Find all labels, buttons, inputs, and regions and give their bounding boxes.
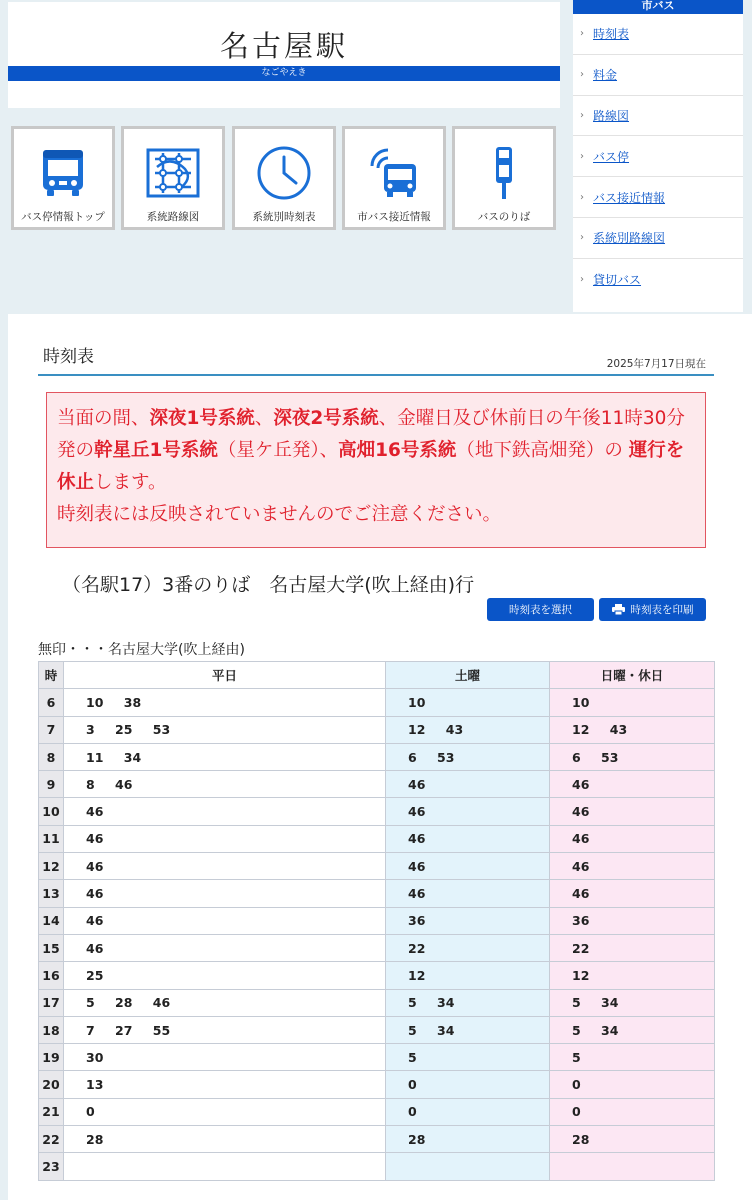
title-divider (38, 374, 714, 376)
sunday-cell: 12 (550, 962, 715, 989)
notice-bold: 運行を休止 (57, 440, 685, 493)
sunday-cell: 5 (550, 1044, 715, 1071)
notice-text: 時刻表には反映されていませんのでご注意ください。 (57, 504, 502, 525)
saturday-cell: 28 (386, 1126, 550, 1153)
bus-icon (14, 145, 112, 201)
weekday-cell: 25 (64, 962, 386, 989)
table-row (39, 798, 715, 825)
table-row (39, 907, 715, 934)
saturday-cell: 5 (386, 1044, 550, 1071)
service-notice (46, 392, 706, 548)
timetable-panel (8, 314, 752, 1200)
notice-text: します。 (94, 472, 167, 493)
weekday-cell: 46 (64, 934, 386, 961)
sunday-cell: 0 (550, 1098, 715, 1125)
table-row (39, 689, 715, 716)
tile-route-map[interactable] (121, 126, 225, 230)
saturday-cell: 46 (386, 771, 550, 798)
hour-cell: 18 (39, 1016, 64, 1043)
weekday-cell: 8 46 (64, 771, 386, 798)
hour-cell: 16 (39, 962, 64, 989)
tile-bus-stop-top[interactable] (11, 126, 115, 230)
route-title: （名駅17）3番のりば 名古屋大学(吹上経由)行 (62, 574, 475, 596)
hour-cell: 19 (39, 1044, 64, 1071)
side-item-label[interactable]: バス停 (593, 149, 630, 164)
side-item-label[interactable]: 路線図 (593, 108, 630, 123)
route-map-icon (124, 145, 222, 201)
tile-timetable[interactable] (232, 126, 336, 230)
printer-icon (612, 604, 625, 615)
weekday-cell: 0 (64, 1098, 386, 1125)
table-row (39, 825, 715, 852)
hour-cell: 22 (39, 1126, 64, 1153)
side-item-bus-stop[interactable] (573, 136, 743, 177)
table-row (39, 1016, 715, 1043)
sunday-cell: 36 (550, 907, 715, 934)
sunday-cell: 46 (550, 853, 715, 880)
saturday-cell: 36 (386, 907, 550, 934)
hour-cell: 23 (39, 1153, 64, 1180)
table-header-row (39, 662, 715, 689)
saturday-cell: 12 (386, 962, 550, 989)
table-row (39, 743, 715, 770)
saturday-cell: 46 (386, 798, 550, 825)
tile-label[interactable]: 系統別時刻表 (252, 211, 316, 223)
sunday-cell: 6 53 (550, 743, 715, 770)
sunday-cell: 46 (550, 825, 715, 852)
weekday-cell: 46 (64, 880, 386, 907)
weekday-cell: 5 28 46 (64, 989, 386, 1016)
hour-cell: 13 (39, 880, 64, 907)
print-timetable-button[interactable] (599, 598, 706, 621)
button-label: 時刻表を印刷 (630, 604, 694, 616)
notice-text: 、金曜日及び休前日の午後11時30分発の (57, 408, 685, 461)
hour-cell: 21 (39, 1098, 64, 1125)
hour-cell: 7 (39, 716, 64, 743)
tile-bus-stop[interactable] (452, 126, 556, 230)
sunday-cell: 5 34 (550, 989, 715, 1016)
timetable (38, 661, 715, 1181)
saturday-cell: 5 34 (386, 1016, 550, 1043)
table-row (39, 1071, 715, 1098)
hour-cell: 12 (39, 853, 64, 880)
weekday-cell: 46 (64, 853, 386, 880)
hour-cell: 6 (39, 689, 64, 716)
table-row (39, 853, 715, 880)
saturday-cell: 10 (386, 689, 550, 716)
side-item-label[interactable]: 系統別路線図 (593, 231, 666, 246)
page-title: 名古屋駅 (219, 29, 348, 63)
table-row (39, 934, 715, 961)
station-kana: なごやえき (8, 66, 560, 81)
saturday-cell: 46 (386, 825, 550, 852)
weekday-cell: 28 (64, 1126, 386, 1153)
notice-text: 当面の間、 (57, 408, 150, 429)
saturday-cell: 12 43 (386, 716, 550, 743)
weekday-header: 平日 (64, 662, 386, 689)
weekday-cell (64, 1153, 386, 1180)
notice-bold: 高畑16号系統 (338, 440, 457, 461)
sunday-cell: 22 (550, 934, 715, 961)
saturday-cell: 5 34 (386, 989, 550, 1016)
tile-label[interactable]: 系統路線図 (146, 211, 200, 223)
saturday-header: 土曜 (386, 662, 550, 689)
weekday-cell: 46 (64, 907, 386, 934)
notice-text: （星ケ丘発）、 (217, 440, 339, 461)
tile-label[interactable]: バスのりば (477, 211, 531, 223)
saturday-cell: 6 53 (386, 743, 550, 770)
button-label: 時刻表を選択 (509, 604, 572, 616)
side-item-label[interactable]: 時刻表 (593, 27, 630, 42)
weekday-cell: 46 (64, 825, 386, 852)
hour-cell: 20 (39, 1071, 64, 1098)
saturday-cell: 46 (386, 880, 550, 907)
side-item-label[interactable]: バス接近情報 (593, 190, 666, 205)
bus-stop-pole-icon (455, 145, 553, 201)
saturday-cell: 46 (386, 853, 550, 880)
table-row (39, 1098, 715, 1125)
chevron-right-icon: › (580, 191, 584, 203)
side-item-approach[interactable] (573, 177, 743, 218)
clock-icon (235, 145, 333, 201)
chevron-right-icon: › (580, 69, 584, 81)
notice-bold: 深夜1号系統 (149, 408, 255, 429)
hour-cell: 10 (39, 798, 64, 825)
sunday-cell: 46 (550, 771, 715, 798)
table-row (39, 989, 715, 1016)
hour-cell: 9 (39, 771, 64, 798)
weekday-cell: 3 25 53 (64, 716, 386, 743)
weekday-cell: 7 27 55 (64, 1016, 386, 1043)
legend: 無印・・・名古屋大学(吹上経由) (38, 642, 245, 658)
sunday-cell: 46 (550, 798, 715, 825)
tile-label[interactable]: 市バス接近情報 (357, 211, 431, 223)
weekday-cell: 13 (64, 1071, 386, 1098)
date-note: 2025年7月17日現在 (606, 358, 706, 370)
side-item-route-map[interactable] (573, 96, 743, 137)
section-title: 時刻表 (43, 347, 94, 367)
notice-text: 、 (254, 408, 274, 429)
bus-approach-icon (345, 145, 443, 201)
table-row (39, 962, 715, 989)
sunday-header: 日曜・休日 (550, 662, 715, 689)
table-row (39, 880, 715, 907)
hour-cell: 17 (39, 989, 64, 1016)
weekday-cell: 46 (64, 798, 386, 825)
select-timetable-button[interactable] (487, 598, 594, 621)
saturday-cell: 0 (386, 1098, 550, 1125)
side-item-label[interactable]: 料金 (593, 68, 618, 83)
station-header (8, 2, 560, 108)
saturday-cell (386, 1153, 550, 1180)
notice-bold: 幹星丘1号系統 (94, 440, 218, 461)
table-row (39, 1126, 715, 1153)
hour-cell: 8 (39, 743, 64, 770)
weekday-cell: 10 38 (64, 689, 386, 716)
weekday-cell: 11 34 (64, 743, 386, 770)
table-row (39, 1044, 715, 1071)
tile-bus-approach[interactable] (342, 126, 446, 230)
sunday-cell: 0 (550, 1071, 715, 1098)
sunday-cell: 5 34 (550, 1016, 715, 1043)
sunday-cell: 28 (550, 1126, 715, 1153)
tile-label[interactable]: バス停情報トップ (21, 211, 105, 223)
table-row (39, 771, 715, 798)
table-row (39, 716, 715, 743)
side-item-timetable[interactable] (573, 14, 743, 55)
side-menu (573, 0, 743, 312)
hour-cell: 15 (39, 934, 64, 961)
saturday-cell: 0 (386, 1071, 550, 1098)
notice-bold: 深夜2号系統 (273, 408, 379, 429)
chevron-right-icon: › (580, 232, 584, 244)
table-row (39, 1153, 715, 1180)
sunday-cell (550, 1153, 715, 1180)
side-item-fare[interactable] (573, 55, 743, 96)
sunday-cell: 12 43 (550, 716, 715, 743)
sunday-cell: 10 (550, 689, 715, 716)
chevron-right-icon: › (580, 273, 584, 285)
weekday-cell: 30 (64, 1044, 386, 1071)
hour-cell: 14 (39, 907, 64, 934)
hour-cell: 11 (39, 825, 64, 852)
side-item-charter[interactable] (573, 259, 743, 300)
side-item-line-map[interactable] (573, 218, 743, 259)
chevron-right-icon: › (580, 109, 584, 121)
saturday-cell: 22 (386, 934, 550, 961)
side-menu-title: 市バス (573, 0, 743, 14)
chevron-right-icon: › (580, 28, 584, 40)
notice-text: （地下鉄高畑発）の (456, 440, 629, 461)
chevron-right-icon: › (580, 150, 584, 162)
sunday-cell: 46 (550, 880, 715, 907)
side-item-label[interactable]: 貸切バス (593, 272, 642, 287)
hour-header: 時 (39, 662, 64, 689)
